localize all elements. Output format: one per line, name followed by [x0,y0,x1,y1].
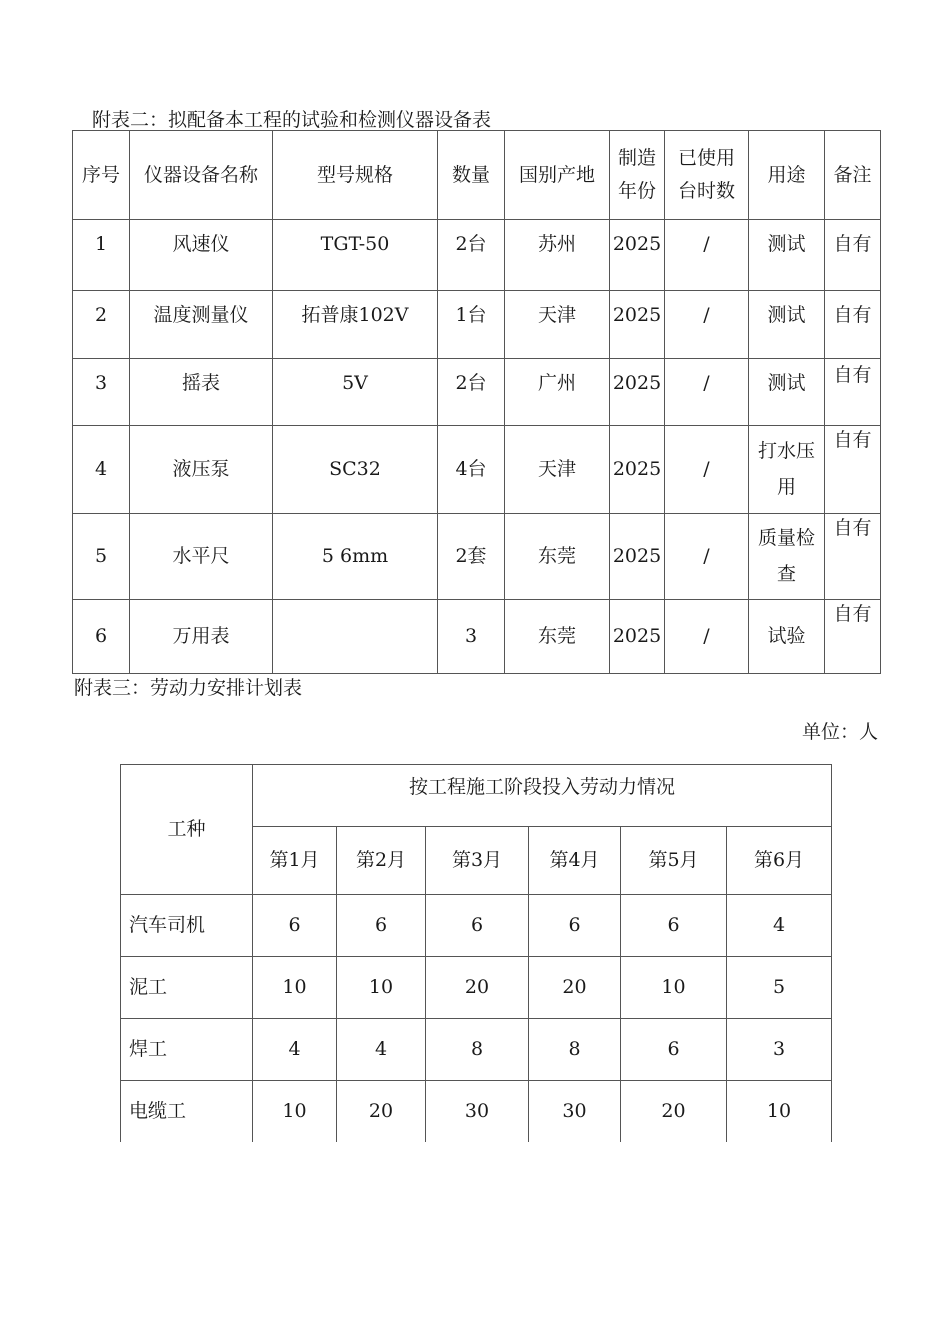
header-cell: 仪器设备名称 [130,131,273,220]
type-header-cell: 工种 [121,765,253,895]
labor-value-cell: 6 [529,895,621,957]
table-row [121,895,832,957]
cell-model: 5V [273,359,438,426]
cell-name: 水平尺 [130,514,273,600]
cell-hours: / [665,220,749,291]
cell-name: 风速仪 [130,220,273,291]
equipment-table-caption: 附表二：拟配备本工程的试验和检测仪器设备表 [92,109,492,131]
labor-table [120,764,832,1142]
cell-name: 液压泵 [130,426,273,514]
header-cell: 备注 [825,131,881,220]
labor-value-cell: 6 [337,895,426,957]
cell-usage: 试验 [749,600,825,674]
cell-index: 1 [73,220,130,291]
cell-note: 自有 [825,600,881,674]
labor-value-cell: 30 [426,1081,529,1142]
labor-type-cell: 电缆工 [121,1081,253,1142]
month-header-cell: 第1月 [253,827,337,895]
labor-value-cell: 10 [253,957,337,1019]
cell-note: 自有 [825,426,881,514]
header-cell: 用途 [749,131,825,220]
labor-value-cell: 4 [337,1019,426,1081]
labor-value-cell: 10 [253,1081,337,1142]
labor-table-caption: 附表三：劳动力安排计划表 [74,677,303,699]
cell-model [273,600,438,674]
cell-year: 2025 [610,600,665,674]
month-header-cell: 第4月 [529,827,621,895]
month-header-cell: 第6月 [727,827,832,895]
cell-year: 2025 [610,359,665,426]
cell-usage: 测试 [749,359,825,426]
labor-value-cell: 30 [529,1081,621,1142]
cell-usage: 打水压用 [749,426,825,514]
unit-label: 单位：人 [801,721,878,743]
labor-value-cell: 6 [621,895,727,957]
cell-year: 2025 [610,220,665,291]
header-cell: 数量 [438,131,505,220]
cell-usage: 测试 [749,220,825,291]
cell-usage: 测试 [749,291,825,359]
labor-value-cell: 3 [727,1019,832,1081]
cell-year: 2025 [610,426,665,514]
cell-qty: 2台 [438,359,505,426]
labor-type-cell: 泥工 [121,957,253,1019]
table-row [121,1019,832,1081]
cell-name: 万用表 [130,600,273,674]
labor-value-cell: 8 [529,1019,621,1081]
cell-usage: 质量检查 [749,514,825,600]
cell-hours: / [665,291,749,359]
table-row [73,291,881,359]
labor-value-cell: 5 [727,957,832,1019]
cell-origin: 东莞 [505,600,610,674]
table-row [121,1081,832,1142]
table-row [121,957,832,1019]
cell-index: 2 [73,291,130,359]
cell-year: 2025 [610,514,665,600]
cell-hours: / [665,359,749,426]
labor-value-cell: 10 [337,957,426,1019]
cell-index: 3 [73,359,130,426]
cell-name: 温度测量仪 [130,291,273,359]
labor-value-cell: 6 [253,895,337,957]
labor-value-cell: 6 [621,1019,727,1081]
cell-year: 2025 [610,291,665,359]
labor-value-cell: 20 [621,1081,727,1142]
cell-hours: / [665,514,749,600]
cell-model: 拓普康102V [273,291,438,359]
month-header-cell: 第3月 [426,827,529,895]
cell-hours: / [665,600,749,674]
group-header-cell: 按工程施工阶段投入劳动力情况 [253,765,832,827]
labor-value-cell: 20 [529,957,621,1019]
cell-origin: 广州 [505,359,610,426]
cell-origin: 东莞 [505,514,610,600]
cell-note: 自有 [825,514,881,600]
cell-qty: 1台 [438,291,505,359]
cell-index: 4 [73,426,130,514]
cell-model: SC32 [273,426,438,514]
labor-value-cell: 20 [337,1081,426,1142]
labor-value-cell: 4 [727,895,832,957]
cell-index: 6 [73,600,130,674]
cell-model: TGT-50 [273,220,438,291]
equipment-header-row [73,131,881,220]
cell-hours: / [665,426,749,514]
month-header-cell: 第2月 [337,827,426,895]
cell-index: 5 [73,514,130,600]
cell-qty: 3 [438,600,505,674]
labor-value-cell: 4 [253,1019,337,1081]
table-row [73,426,881,514]
cell-note: 自有 [825,359,881,426]
labor-type-cell: 汽车司机 [121,895,253,957]
cell-qty: 2台 [438,220,505,291]
header-cell: 制造年份 [610,131,665,220]
cell-qty: 2套 [438,514,505,600]
month-header-cell: 第5月 [621,827,727,895]
table-row [73,220,881,291]
labor-value-cell: 8 [426,1019,529,1081]
header-cell: 型号规格 [273,131,438,220]
labor-value-cell: 10 [621,957,727,1019]
cell-note: 自有 [825,291,881,359]
equipment-table [72,130,881,674]
cell-origin: 天津 [505,291,610,359]
labor-group-header-row [121,765,832,827]
header-cell: 国别产地 [505,131,610,220]
table-row [73,514,881,600]
cell-name: 摇表 [130,359,273,426]
table-row [73,600,881,674]
cell-origin: 苏州 [505,220,610,291]
cell-origin: 天津 [505,426,610,514]
header-cell: 序号 [73,131,130,220]
cell-note: 自有 [825,220,881,291]
labor-value-cell: 6 [426,895,529,957]
labor-value-cell: 20 [426,957,529,1019]
header-cell: 已使用台时数 [665,131,749,220]
cell-model: 5 6mm [273,514,438,600]
labor-type-cell: 焊工 [121,1019,253,1081]
labor-value-cell: 10 [727,1081,832,1142]
table-row [73,359,881,426]
cell-qty: 4台 [438,426,505,514]
